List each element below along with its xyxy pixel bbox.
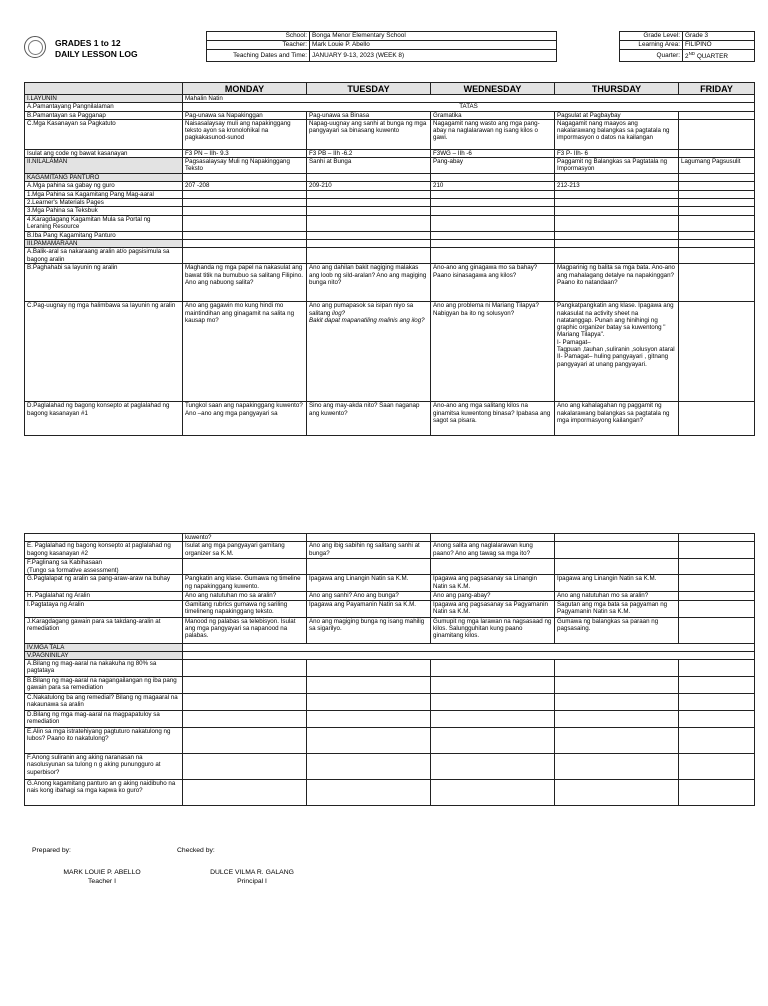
- area-value: FILIPINO: [683, 41, 755, 50]
- dates-label: Teaching Dates and Time:: [207, 50, 310, 62]
- cell: Sagutan ang mga bata sa pagyaman ng Pagyamanin Natin sa K.M.: [555, 600, 679, 617]
- row-label-ref-g: G.Anong kagamitang panturo an g aking naidibuho na nais kong ibahagi sa mga kapwa ko guro?: [25, 780, 183, 806]
- day-header-wednesday: WEDNESDAY: [431, 83, 555, 95]
- checked-by-label: Checked by:: [177, 847, 215, 854]
- cell: Ipagawa ang Payamanin Natin sa K.M.: [307, 600, 431, 617]
- form-title-line1: GRADES 1 to 12: [55, 38, 121, 48]
- cell: Ano-ano ang ginagawa mo sa bahay? Paano isinasagawa ang kilos?: [431, 264, 555, 302]
- preparer-signature-block: [40, 868, 164, 886]
- layunin-monday: Mahalin Natin: [183, 95, 755, 103]
- cell: Gumawa ng balangkas sa paraan ng pagsasaing.: [555, 617, 679, 643]
- header-table: [206, 31, 755, 62]
- cell: Ano ang problema ni Mariang Tilapya? Nabigyan ba ito ng solusyon?: [431, 302, 555, 402]
- checker-signature-block: [190, 868, 314, 886]
- school-label: School:: [207, 32, 310, 41]
- quarter-value: 2ND QUARTER: [683, 50, 755, 62]
- cell: F3 P- IIh- 6: [555, 149, 679, 157]
- row-label-mga-tala: IV.MGA TALA: [25, 643, 183, 651]
- row-label-paglalahad-1: D.Paglalahad ng bagong konsepto at paglalahad ng bagong kasanayan #1: [25, 402, 183, 436]
- cell: Pagsasalaysay Muli ng Napakinggang Teksto: [183, 158, 307, 174]
- grade-label: Grade Level:: [620, 32, 683, 41]
- row-label-ref-b: B.Bilang ng mag-aaral na nagangailangan ng iba pang gawain para sa remediation: [25, 677, 183, 694]
- row-label-ref-e: E.Alin sa mga istratehiyang pagtuturo nakatulong ng lubos? Paano ito nakatulong?: [25, 728, 183, 754]
- row-label-learners-pages: 2.Learner's Materials Pages: [25, 199, 183, 207]
- row-label-ref-d: D.Bilang ng mga mag-aaral na magpapatuloy sa remediation: [25, 711, 183, 728]
- row-label-pagtataya: I.Pagtataya ng Aralin: [25, 600, 183, 617]
- cell: 209-210: [307, 182, 431, 190]
- row-label-ref-f: F.Anong suliranin ang aking naranasan na nasolusyunan sa tulong n g aking punungguro at superbisor?: [25, 754, 183, 780]
- cell: 212-213: [555, 182, 679, 190]
- deped-seal: [24, 36, 46, 58]
- cell: Tungkol saan ang napakinggang kuwento? Ano –ano ang mga pangyayari sa: [183, 402, 307, 436]
- teacher-label: Teacher:: [207, 41, 310, 50]
- lesson-log-table-page2: [24, 533, 755, 806]
- cell: Gramatika: [431, 111, 555, 119]
- cell: Pang-abay: [431, 158, 555, 174]
- form-title: [55, 38, 138, 60]
- row-label-gabay: A.Mga pahina sa gabay ng guro: [25, 182, 183, 190]
- day-header-friday: FRIDAY: [679, 83, 755, 95]
- cell: Ipagawa ang Linangin Natin sa K.M.: [307, 575, 431, 592]
- dates-value: JANUARY 9-13, 2023 (WEEK 8): [310, 50, 557, 62]
- row-label-pamantayan-pagganap: B.Pamantayan sa Pagganap: [25, 111, 183, 119]
- row-label-kasanayan: C.Mga Kasanayan sa Pagkatuto: [25, 119, 183, 149]
- checker-name: DULCE VILMA R. GALANG: [210, 869, 294, 876]
- cell: Pangkatin ang klase. Gumawa ng timeline ng napakinggang kuwento.: [183, 575, 307, 592]
- row-label-nilalaman: II.NILALAMAN: [25, 158, 183, 174]
- area-label: Learning Area:: [620, 41, 683, 50]
- row-label-paglalahat: H. Paglalahat ng Aralin: [25, 592, 183, 600]
- row-label-karagdagang: 4.Karagdagang Kagamitan Mula sa Portal ng Leraning Resource: [25, 215, 183, 231]
- row-label-iba-pang: B.Iba Pang Kagamitang Panturo: [25, 231, 183, 239]
- cell: Ano ang gagawin mo kung hindi mo maintindihan ang ginagamit na salita ng kausap mo?: [183, 302, 307, 402]
- cell: Ipagawa ang pagsasanay sa Pagyamanin Natin sa K.M.: [431, 600, 555, 617]
- form-title-line2: DAILY LESSON LOG: [55, 49, 138, 59]
- cell: Pag-unawa sa Napakinggan: [183, 111, 307, 119]
- cell: F3WG – IIh -6: [431, 149, 555, 157]
- cell: F3 PN – IIh- 9.3: [183, 149, 307, 157]
- cell: Nagagamit nang wasto ang mga pang-abay na naglalarawan ng isang kilos o gawi.: [431, 119, 555, 149]
- cell: Napag-uugnay ang sanhi at bunga ng mga pangyayari sa binasang kuwento: [307, 119, 431, 149]
- row-label-pamamaraan: III.PAMAMARAAN: [25, 239, 183, 247]
- checker-title: Principal I: [237, 878, 267, 885]
- cell: Maghanda ng mga papel na nakasulat ang bawat titik na bumubuo sa salitang Filipino. Ano ang nabuong salita?: [183, 264, 307, 302]
- cell: Lagumang Pagsusulit: [679, 158, 755, 174]
- row-label-ref-a: A.Bilang ng mag-aaral na nakakuha ng 80% sa pagtataya: [25, 660, 183, 677]
- cell: 207 -208: [183, 182, 307, 190]
- preparer-name: MARK LOUIE P. ABELLO: [63, 869, 141, 876]
- cell: Ano ang pang-abay?: [431, 592, 555, 600]
- cell: Ipagawa ang pagsasanay sa Linangin Natin sa K.M.: [431, 575, 555, 592]
- cell: Naisasalaysay muli ang napakinggang teksto ayon sa kronolohikal na pagkakasunod-sunod: [183, 119, 307, 149]
- cell: Anong salita ang naglalarawan kung paano? Ano ang tawag sa mga ito?: [431, 542, 555, 559]
- day-header-monday: MONDAY: [183, 83, 307, 95]
- teacher-value: Mark Louie P. Abello: [310, 41, 557, 50]
- row-label-code: Isulat ang code ng bawat kasanayan: [25, 149, 183, 157]
- cell: Ano ang magiging bunga ng isang mahilig sa sigarilyo.: [307, 617, 431, 643]
- row-label-paglalahad-2: E. Paglalahad ng bagong konsepto at paglalahad ng bagong kasanayan #2: [25, 542, 183, 559]
- cell: Ano ang natutuhan mo sa aralin?: [555, 592, 679, 600]
- lesson-log-table-page1: [24, 82, 755, 436]
- row-label-paghahabi: B.Paghahabi sa layunin ng aralin: [25, 264, 183, 302]
- cell: Ano ang natutuhan mo sa aralin?: [183, 592, 307, 600]
- cell: Ano ang ibig sabihin ng salitang sanhi at bunga?: [307, 542, 431, 559]
- day-header-thursday: THURSDAY: [555, 83, 679, 95]
- cell: Paggamit ng Balangkas sa Pagtatala ng Impormasyon: [555, 158, 679, 174]
- row-label-paglinang: F.Paglinang sa Kabihasaan (Tungo sa formative assessment): [25, 559, 183, 575]
- row-label-layunin: I.LAYUNIN: [25, 95, 183, 103]
- day-header-tuesday: TUESDAY: [307, 83, 431, 95]
- cell: Gumupit ng mga larawan na nagsasaad ng kilos. Salungguhitan kung paano ginamitang kilos.: [431, 617, 555, 643]
- cell: Sanhi at Bunga: [307, 158, 431, 174]
- cell: Pangkatpangkatin ang klase. Ipagawa ang nakasulat na activity sheet na natatanggap. Punan ang hinihingi ng graphic organizer batay sa kuwentong " Mariang Tilapya". I- Pamagat– Tagpuan ,tauhan ,suliranin ,solusyon ataral II- Pamagat– huling pangyayari , gitnang pangyayari at unang pangyayari.: [555, 302, 679, 402]
- cell: 210: [431, 182, 555, 190]
- cell: Ano ang pumapasok sa isipan niyo sa salitang ilog? Bakit dapat mapanatiling malinis ang ilog?: [307, 302, 431, 402]
- cell: Gamitang rubrics gumawa ng sariling timelineng napakinggang teksto.: [183, 600, 307, 617]
- cell: Magparinig ng balita sa mga bata. Ano-ano ang mahalagang detalye na napakinggan? Paano ito natandaan?: [555, 264, 679, 302]
- school-value: Bonga Menor Elementary School: [310, 32, 557, 41]
- row-label-pagninilay: V.PAGNINILAY: [25, 651, 183, 659]
- prepared-by-label: Prepared by:: [32, 847, 71, 854]
- cell: Sino ang may-akda nito? Saan naganap ang kuwento?: [307, 402, 431, 436]
- cell: Isulat ang mga pangyayari gamitang organizer sa K.M.: [183, 542, 307, 559]
- row-label-kagamitang: KAGAMITANG PANTURO: [25, 174, 183, 182]
- cell: kuwento?: [183, 534, 307, 542]
- tatas-label: TATAS: [183, 103, 755, 111]
- row-label-balik-aral: A.Balik-aral sa nakaraang aralin at/o pagsisimula sa bagong aralin: [25, 248, 183, 264]
- cell: Ipagawa ang Linangin Natin sa K.M.: [555, 575, 679, 592]
- row-label-paglalapat: G.Paglalapat ng aralin sa pang-araw-araw na buhay: [25, 575, 183, 592]
- row-label-pamantayang-pangnilalaman: A.Pamantayang Pangnilalaman: [25, 103, 183, 111]
- grade-value: Grade 3: [683, 32, 755, 41]
- row-label-ref-c: C.Nakatulong ba ang remedial? Bilang ng magaaral na nakaunawa sa aralin: [25, 694, 183, 711]
- row-label-pahina-kagamitan: 1.Mga Pahina sa Kagamitang Pang Mag-aaral: [25, 190, 183, 198]
- cell: Ano ang sanhi? Ano ang bunga?: [307, 592, 431, 600]
- cell: Ano ang kahalagahan ng paggamit ng nakalarawang balangkas sa pagtatala ng mga impormasyong kailangan?: [555, 402, 679, 436]
- row-label-karagdagang-gawain: J.Karagdagang gawain para sa takdang-aralin at remediation: [25, 617, 183, 643]
- preparer-title: Teacher I: [88, 878, 116, 885]
- row-label-teksbuk: 3.Mga Pahina sa Teksbuk: [25, 207, 183, 215]
- cell: Nagagamit nang maayos ang nakalarawang balangkas sa pagtatala ng impormasyon o datos na kailangan: [555, 119, 679, 149]
- cell: Manood ng palabas sa telebisyon. Isulat ang mga pangyayari sa napanood na palabas.: [183, 617, 307, 643]
- cell: Ano-ano ang mga salitang kilos na ginamitsa kuwentong binasa? Ipabasa ang sagot sa pisara.: [431, 402, 555, 436]
- cell: Pag-unawa sa Binasa: [307, 111, 431, 119]
- cell: Ano ang dahilan bakit nagiging malakas ang loob ng sild-aralan? Ano ang magiging bunga nito?: [307, 264, 431, 302]
- cell: F3 PB – IIh -6.2: [307, 149, 431, 157]
- cell: Pagsulat at Pagbaybay: [555, 111, 679, 119]
- quarter-label: Quarter:: [620, 50, 683, 62]
- row-label-pag-uugnay: C.Pag-uugnay ng mga halimbawa sa layunin ng aralin: [25, 302, 183, 402]
